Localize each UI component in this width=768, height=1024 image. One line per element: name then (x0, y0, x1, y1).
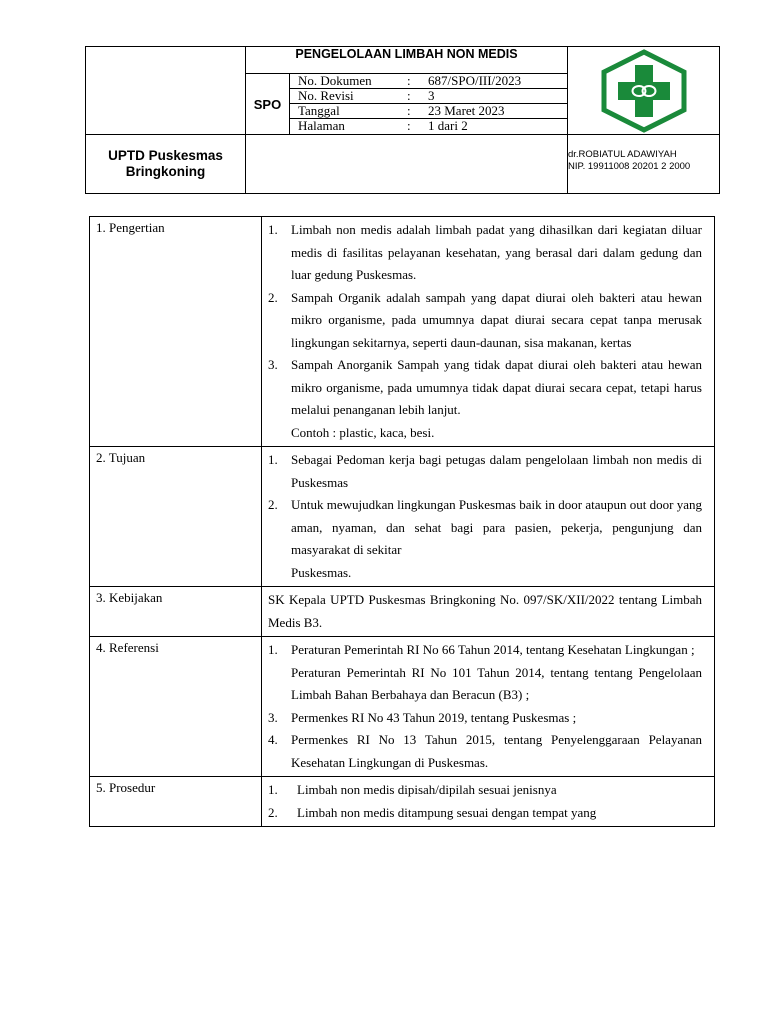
list-item: 2. Untuk mewujudkan lingkungan Puskesmas baik in door ataupun out door yang aman, nyaman, dan sehat bagi para pasien, pekerja, pengunjung dan masyarakat di sekitar (268, 497, 702, 557)
signature-block (567, 134, 720, 194)
list-item: 2. Limbah non medis ditampung sesuai dengan tempat yang (268, 804, 597, 820)
meta-value: 23 Maret 2023 (428, 103, 505, 118)
meta-row-halaman (290, 119, 567, 134)
org-line-2: Bringkoning (125, 164, 206, 179)
section-body (262, 447, 715, 587)
meta-label: No. Revisi (298, 88, 354, 103)
section-body (262, 217, 715, 447)
continuation-text: Puskesmas. (291, 564, 352, 580)
section-body (262, 777, 715, 827)
row-prosedur (90, 777, 715, 827)
list-item: 4. Permenkes RI No 13 Tahun 2015, tentang Penyelenggaraan Pelayanan Kesehatan Lingkungan di Puskesmas. (268, 732, 702, 770)
meta-row-revisi (290, 89, 567, 104)
org-line-1: UPTD Puskesmas (108, 148, 223, 163)
procedure-table (89, 216, 715, 827)
meta-row-dokumen (290, 74, 567, 89)
list-item: 3. Permenkes RI No 43 Tahun 2019, tentang Puskesmas ; (268, 709, 577, 725)
section-label: 1. Pengertian (90, 217, 262, 447)
list-item: 1. Limbah non medis adalah limbah padat yang dihasilkan dari kegiatan diluar medis di fasilitas pelayanan kesehatan, yang berasal dari dalam gedung dan luar gedung Puskesmas. (268, 222, 702, 282)
list-item: 1. Peraturan Pemerintah RI No 66 Tahun 2014, tentang Kesehatan Lingkungan ; (268, 642, 695, 657)
section-body (262, 587, 715, 637)
spo-label: SPO (245, 73, 290, 135)
section-label: 4. Referensi (90, 637, 262, 777)
section-body (262, 637, 715, 777)
header-blank-mid-cell (245, 134, 568, 194)
row-kebijakan (90, 587, 715, 637)
row-pengertian (90, 217, 715, 447)
meta-row-tanggal (290, 104, 567, 119)
meta-colon: : (407, 88, 411, 103)
logo-cell (567, 46, 720, 135)
meta-colon: : (407, 118, 411, 133)
meta-label: No. Dokumen (298, 73, 372, 88)
example-text: Contoh : plastic, kaca, besi. (291, 424, 435, 440)
list-item: Peraturan Pemerintah RI No 101 Tahun 2014, tentang tentang Pengelolaan Limbah Bahan Berbahaya dan Beracun (B3) ; (291, 664, 702, 702)
policy-text: SK Kepala UPTD Puskesmas Bringkoning No. 097/SK/XII/2022 tentang Limbah Medis B3. (268, 592, 702, 630)
signer-name: dr.ROBIATUL ADAWIYAH (568, 149, 677, 160)
meta-value: 1 dari 2 (428, 118, 468, 133)
row-tujuan (90, 447, 715, 587)
list-item: 1. Sebagai Pedoman kerja bagi petugas dalam pengelolaan limbah non medis di Puskesmas (268, 452, 702, 490)
meta-label: Tanggal (298, 103, 340, 118)
section-label: 3. Kebijakan (90, 587, 262, 637)
meta-colon: : (407, 103, 411, 118)
document-meta (289, 73, 568, 135)
document-title: PENGELOLAAN LIMBAH NON MEDIS (245, 46, 568, 74)
section-label: 5. Prosedur (90, 777, 262, 827)
organization-name (85, 134, 246, 194)
meta-label: Halaman (298, 118, 345, 133)
header-blank-cell (85, 46, 246, 135)
list-item: 2. Sampah Organik adalah sampah yang dapat diurai oleh bakteri atau hewan mikro organisme, pada umumnya dapat diurai secara cepat tanpa merusak lingkungan sekitarnya, seperti daun-daunan, sisa makanan, kertas (268, 289, 702, 350)
row-referensi (90, 637, 715, 777)
signer-nip: NIP. 19911008 20201 2 2000 (568, 161, 691, 172)
meta-value: 3 (428, 88, 435, 103)
meta-value: 687/SPO/III/2023 (428, 73, 522, 88)
section-label: 2. Tujuan (90, 447, 262, 587)
meta-colon: : (407, 73, 411, 88)
puskesmas-logo-icon (598, 49, 690, 133)
list-item: 1. Limbah non medis dipisah/dipilah sesuai jenisnya (268, 782, 557, 797)
list-item: 3. Sampah Anorganik Sampah yang tidak dapat diurai oleh bakteri atau hewan mikro organisme, pada umumnya tidak dapat diurai secara cepat, tetapi harus melalui penanganan lebih lanjut. (268, 357, 702, 417)
